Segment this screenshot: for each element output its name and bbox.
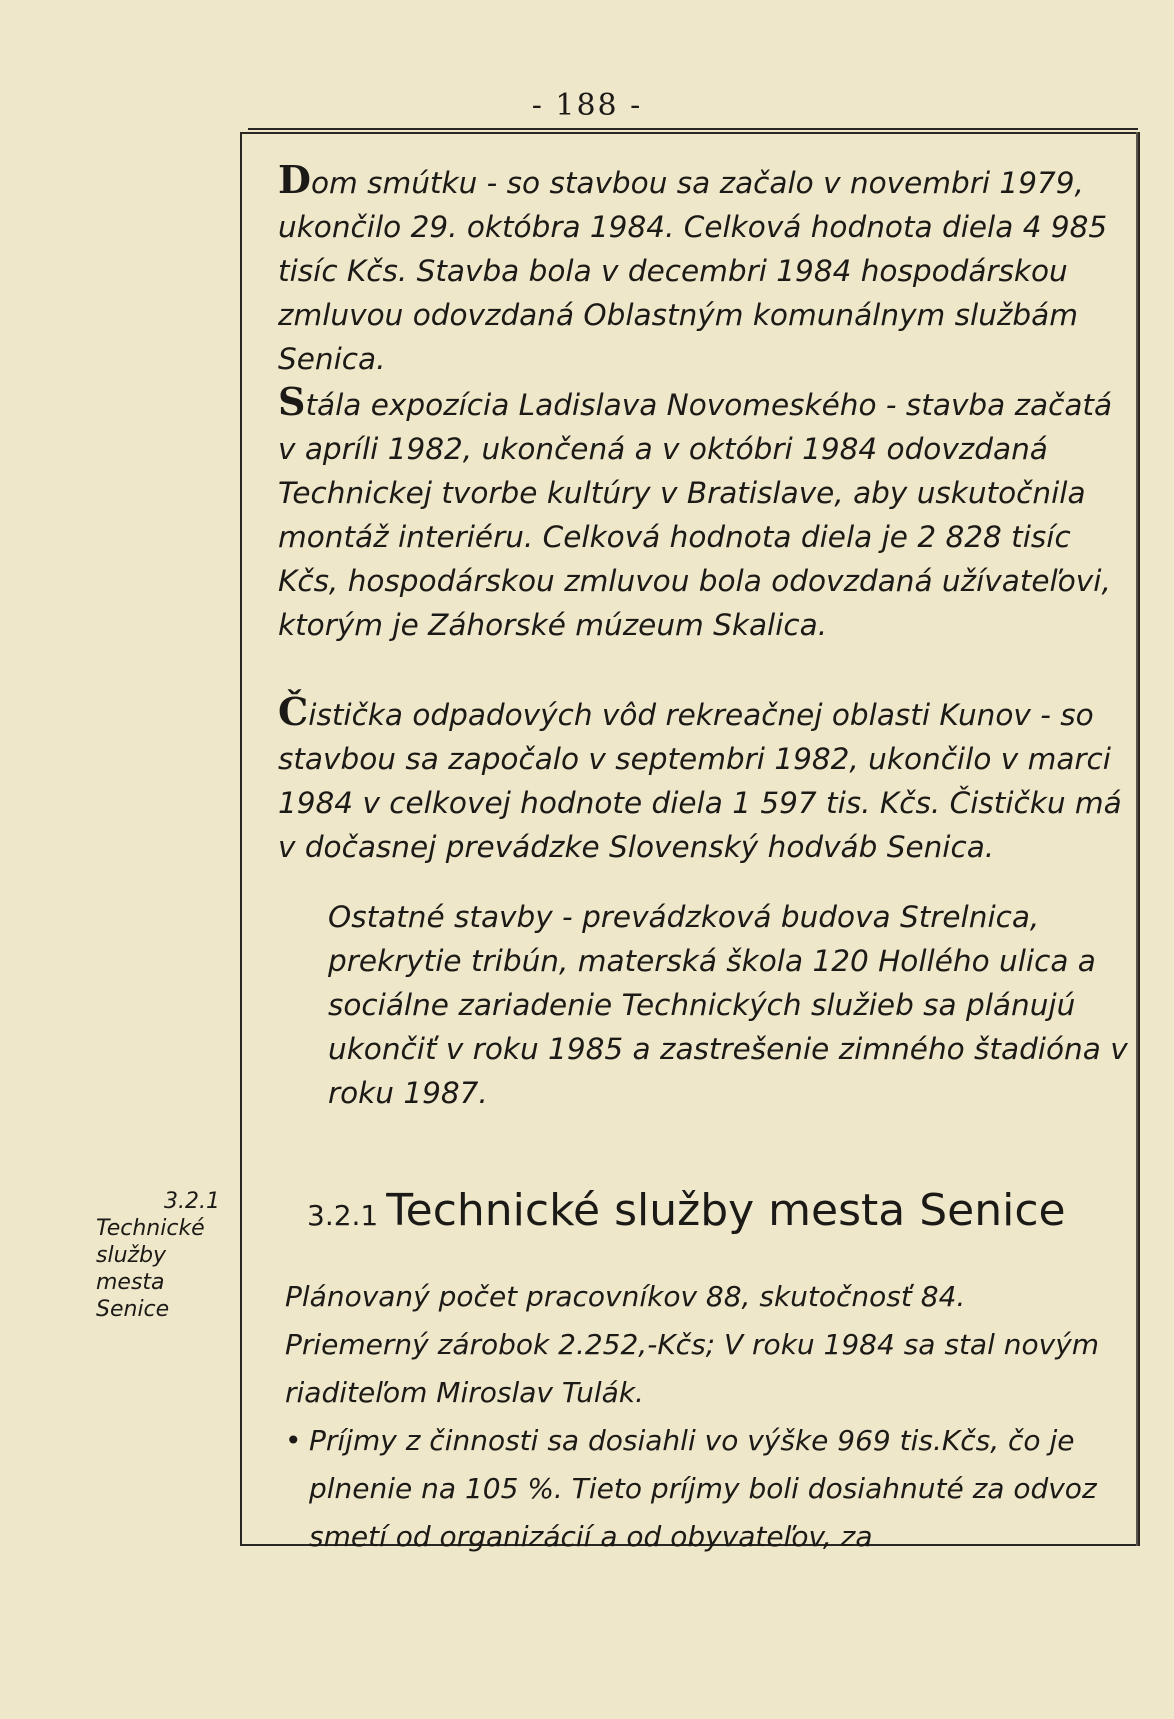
bullet-text: Príjmy z činnosti sa dosiahli vo výške 969 tis.Kčs, čo je plnenie na 105 %. Tieto príjmy boli dosiahnuté za odvoz smetí od organizácií a od obyvateľov, za (309, 1424, 1097, 1553)
paragraph-text: Ostatné stavby - prevádzková budova Strelnica, prekrytie tribún, materská škola 120 Hollého ulica a sociálne zariadenie Technických služieb sa plánujú ukončiť v roku 1985 a zastrešenie zimného štadióna v roku 1987. (328, 900, 1128, 1110)
handwritten-paragraph-dom-smutku (278, 158, 1138, 381)
margin-note-line: mesta (96, 1270, 165, 1295)
margin-note-line: Technické (96, 1216, 205, 1241)
paragraph-text: tála expozícia Ladislava Novomeského - stavba začatá v apríli 1982, ukončená a v októbri 1984 odovzdaná Technickej tvorbe kultúry v Bratislave, aby uskutočnila montáž interiéru. Celková hodnota diela je 2 828 tisíc Kčs, hospodárskou zmluvou bola odovzdaná užívateľovi, ktorým je Záhorské múzeum Skalica. (278, 388, 1113, 642)
handwritten-paragraph-ostatne-stavby (278, 895, 1138, 1115)
paragraph-text: om smútku - so stavbou sa začalo v novembri 1979, ukončilo 29. októbra 1984. Celková hodnota diela 4 985 tisíc Kčs. Stavba bola v decembri 1984 hospodárskou zmluvou odovzdaná Oblastným komunálnym službám Senica. (278, 166, 1108, 376)
margin-note-line: Senice (96, 1297, 170, 1322)
section-heading (307, 1183, 1066, 1244)
section-body (285, 1273, 1125, 1561)
handwritten-paragraph-cisticka (278, 690, 1138, 869)
handwritten-paragraph-expozicia (278, 380, 1138, 647)
section-line-average-wage: Priemerný zárobok 2.252,-Kčs; V roku 1984 sa stal novým riaditeľom Miroslav Tulák. (285, 1328, 1100, 1409)
dropcap: D (278, 157, 311, 202)
dropcap: Č (278, 689, 309, 734)
top-rule (248, 128, 1138, 130)
margin-note (96, 1188, 236, 1323)
dropcap: S (278, 379, 306, 424)
margin-note-number: 3.2.1 (164, 1189, 220, 1214)
section-line-planned-staff: Plánovaný počet pracovníkov 88, skutočnosť 84. (285, 1280, 966, 1313)
bullet-item (285, 1417, 1125, 1561)
section-title: Technické služby mesta Senice (386, 1185, 1066, 1236)
margin-note-line: služby (96, 1243, 167, 1268)
section-number: 3.2.1 (307, 1199, 379, 1232)
page-number: - 188 - (531, 88, 643, 123)
bullet-icon: • (285, 1424, 302, 1457)
paragraph-text: istička odpadových vôd rekreačnej oblasti Kunov - so stavbou sa započalo v septembri 1982, ukončilo v marci 1984 v celkovej hodnote diela 1 597 tis. Kčs. Čističku má v dočasnej prevádzke Slovenský hodváb Senica. (278, 698, 1122, 864)
